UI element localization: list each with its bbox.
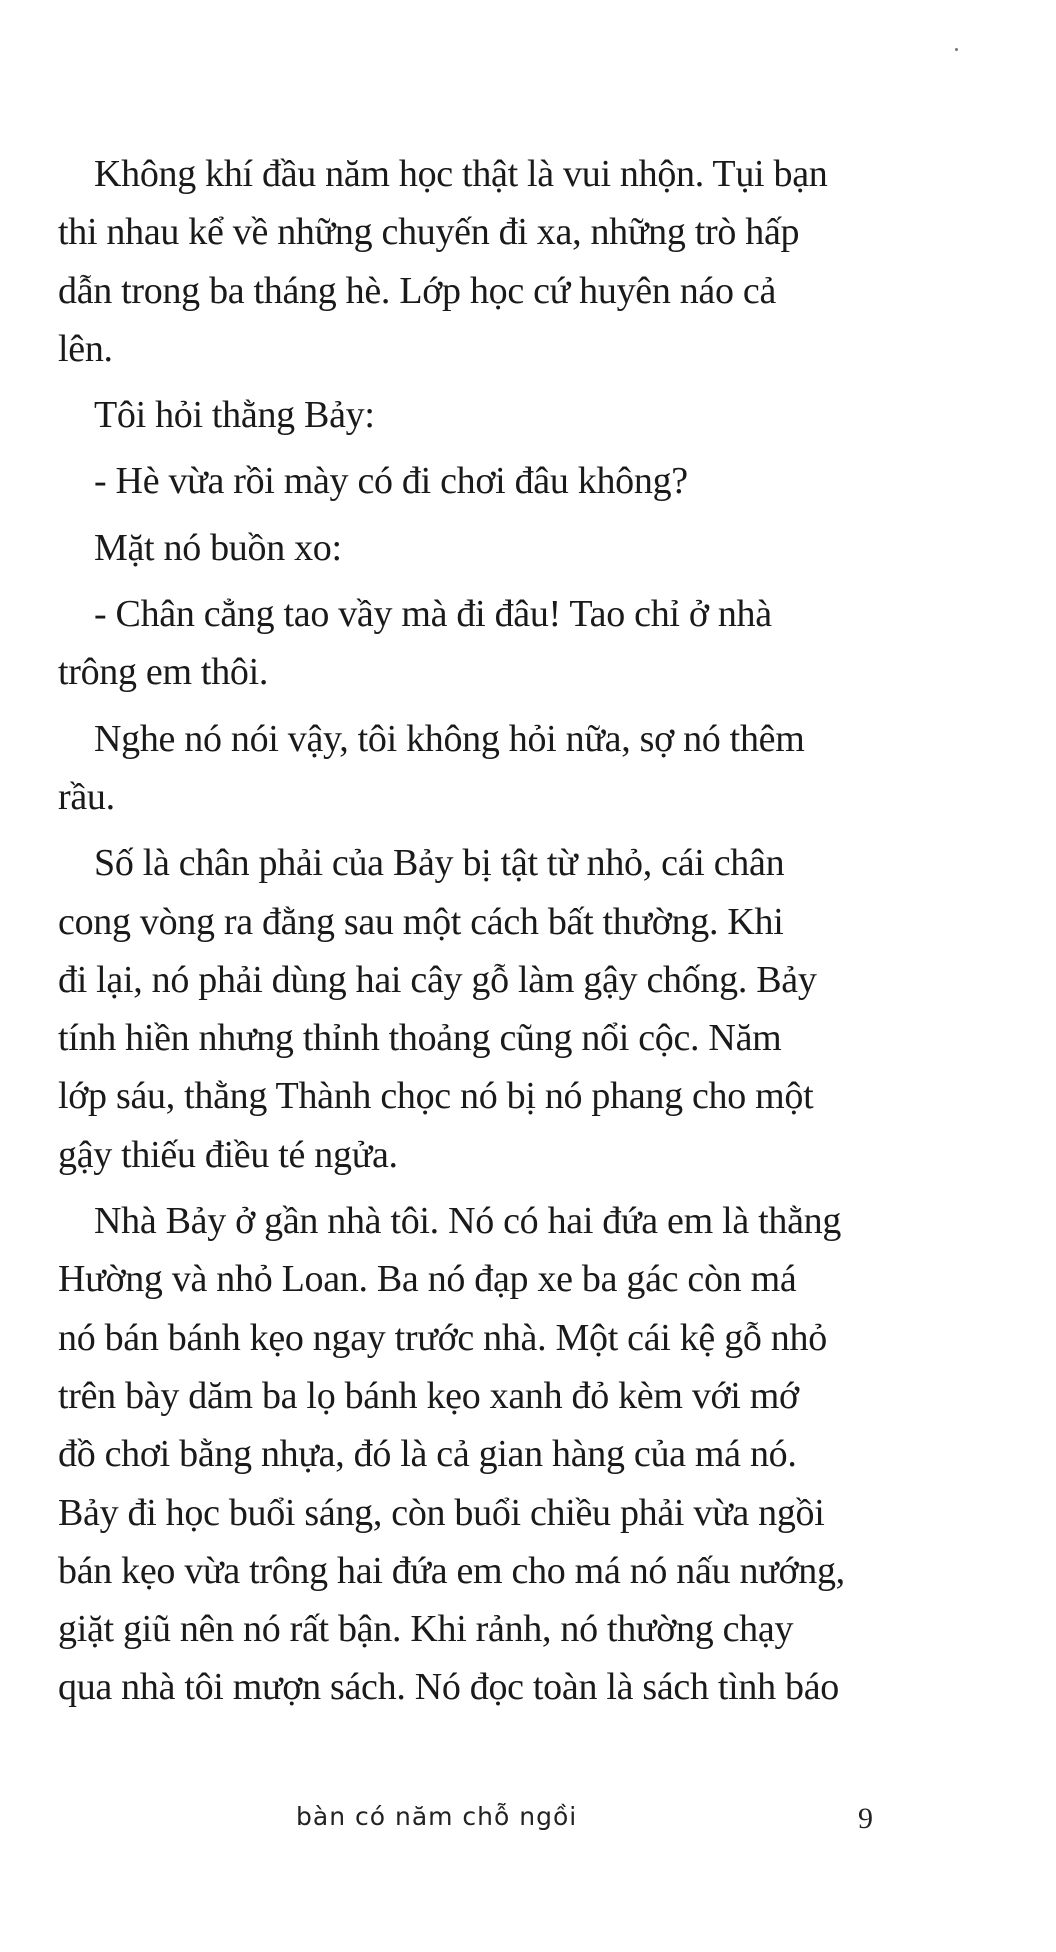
text-line: Nhà Bảy ở gần nhà tôi. Nó có hai đứa em là thằng: [94, 1200, 842, 1243]
text-line: Nghe nó nói vậy, tôi không hỏi nữa, sợ nó thêm: [94, 717, 805, 760]
paragraph: [58, 585, 908, 702]
text-line: Mặt nó buồn xo:: [94, 526, 342, 569]
paragraph: [58, 386, 908, 444]
text-line: Số là chân phải của Bảy bị tật từ nhỏ, cái chân: [94, 842, 785, 885]
text-line: rầu.: [58, 775, 115, 818]
text-line: Hường và nhỏ Loan. Ba nó đạp xe ba gác còn má: [58, 1258, 797, 1301]
text-line: đi lại, nó phải dùng hai cây gỗ làm gậy chống. Bảy: [58, 958, 817, 1001]
text-line: cong vòng ra đằng sau một cách bất thường. Khi: [58, 900, 784, 943]
text-line: đồ chơi bằng nhựa, đó là cả gian hàng của má nó.: [58, 1433, 797, 1476]
text-line: giặt giũ nên nó rất bận. Khi rảnh, nó thường chạy: [58, 1608, 794, 1651]
page-footer: [0, 1802, 1056, 1842]
body-text: [58, 145, 908, 1717]
text-line: trên bày dăm ba lọ bánh kẹo xanh đỏ kèm với mớ: [58, 1374, 799, 1417]
text-line: thi nhau kể về những chuyến đi xa, những trò hấp: [58, 211, 800, 254]
page-number: 9: [858, 1802, 873, 1835]
paragraph: [58, 834, 908, 1184]
text-line: trông em thôi.: [58, 651, 269, 694]
text-line: qua nhà tôi mượn sách. Nó đọc toàn là sách tình báo: [58, 1666, 839, 1709]
text-line: lên.: [58, 327, 113, 370]
text-line: dẫn trong ba tháng hè. Lớp học cứ huyên náo cả: [58, 269, 777, 312]
paragraph: [58, 519, 908, 577]
text-line: Tôi hỏi thằng Bảy:: [94, 394, 375, 437]
text-line: tính hiền nhưng thỉnh thoảng cũng nổi cộc. Năm: [58, 1017, 782, 1060]
paragraph: [58, 1192, 908, 1717]
text-line: lớp sáu, thằng Thành chọc nó bị nó phang cho một: [58, 1075, 814, 1118]
text-line: nó bán bánh kẹo ngay trước nhà. Một cái kệ gỗ nhỏ: [58, 1316, 827, 1359]
text-line: bán kẹo vừa trông hai đứa em cho má nó nấu nướng,: [58, 1549, 845, 1592]
text-line: Không khí đầu năm học thật là vui nhộn. Tụi bạn: [94, 153, 828, 195]
paragraph: [58, 710, 908, 827]
paragraph: [58, 145, 908, 378]
running-footer-title: bàn có năm chỗ ngồi: [296, 1802, 578, 1831]
text-line: - Chân cẳng tao vầy mà đi đâu! Tao chỉ ở nhà: [94, 593, 772, 636]
text-line: Bảy đi học buổi sáng, còn buổi chiều phải vừa ngồi: [58, 1491, 825, 1534]
text-line: - Hè vừa rồi mày có đi chơi đâu không?: [94, 460, 688, 503]
text-line: gậy thiếu điều té ngửa.: [58, 1133, 398, 1176]
scan-speck: [955, 48, 958, 51]
paragraph: [58, 452, 908, 510]
